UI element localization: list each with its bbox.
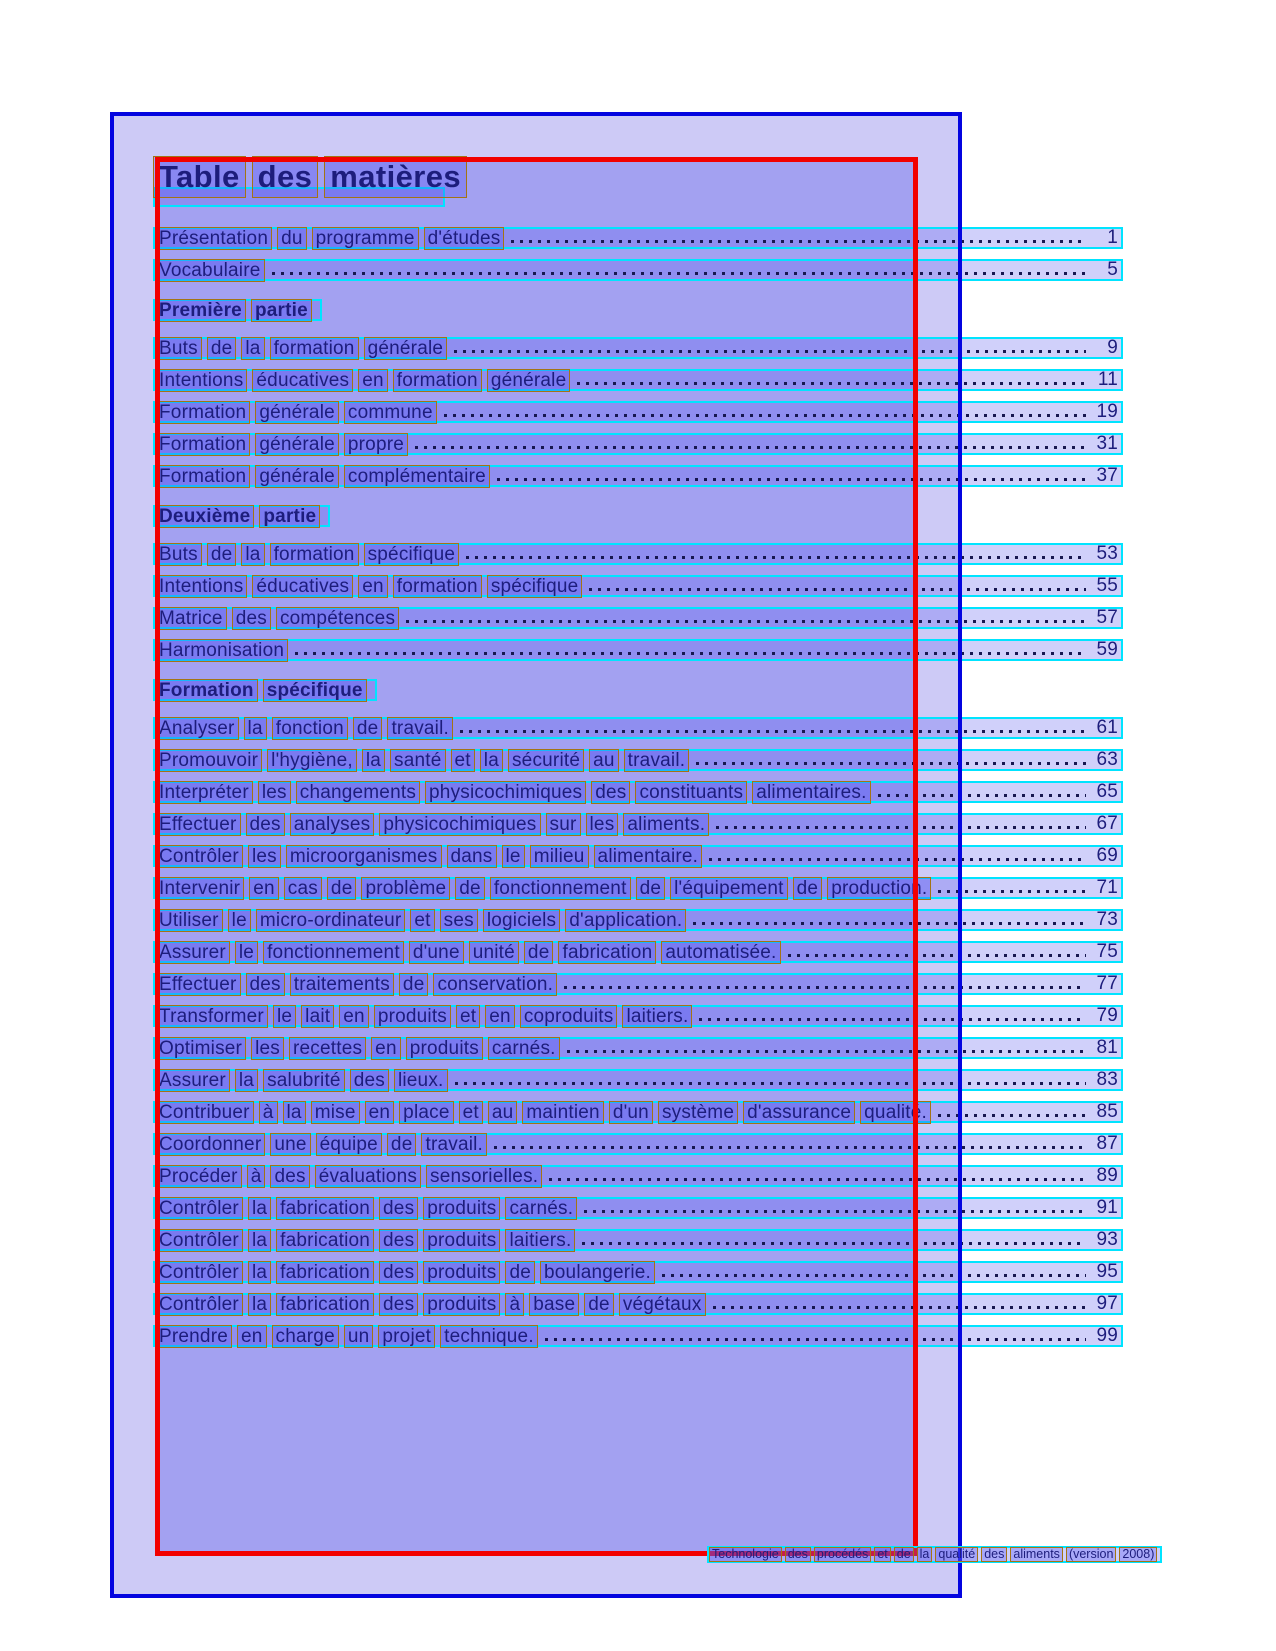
word-box: et xyxy=(456,1005,480,1028)
dotted-leader xyxy=(295,652,1086,655)
word-box: le xyxy=(273,1005,296,1028)
word-box: des xyxy=(379,1197,418,1220)
word-box: programme xyxy=(312,227,419,250)
word-box: à xyxy=(247,1165,266,1188)
word-box: physicochimiques xyxy=(379,813,540,836)
word-box: Présentation xyxy=(155,227,272,250)
word-box: alimentaires. xyxy=(752,781,870,804)
word-box: évaluations xyxy=(315,1165,421,1188)
dotted-leader xyxy=(693,922,1086,925)
word-box: lait xyxy=(301,1005,334,1028)
toc-entry-row xyxy=(153,1101,1123,1123)
page-number: 55 xyxy=(1096,575,1118,596)
word-box: Deuxième xyxy=(155,505,254,528)
word-box: physicochimiques xyxy=(425,781,586,804)
word-box: générale xyxy=(255,433,339,456)
word-box: carnés. xyxy=(505,1197,577,1220)
word-box: Intentions xyxy=(155,369,247,392)
word-box: analyses xyxy=(290,813,375,836)
word-box: (version xyxy=(1066,1547,1116,1562)
word-box: technique. xyxy=(440,1325,538,1348)
dotted-leader xyxy=(406,620,1086,623)
toc-entry-row xyxy=(153,717,1123,739)
dotted-leader xyxy=(713,1306,1086,1309)
toc-entry-row xyxy=(153,543,1123,565)
word-box: base xyxy=(529,1293,579,1316)
dotted-leader xyxy=(466,556,1086,559)
word-box: fabrication xyxy=(276,1229,374,1252)
word-box: problème xyxy=(361,877,450,900)
word-box: des xyxy=(246,813,285,836)
word-box: travail. xyxy=(387,717,453,740)
page-number: 87 xyxy=(1096,1133,1118,1154)
dotted-leader xyxy=(545,1338,1086,1341)
word-box: équipe xyxy=(316,1133,382,1156)
dotted-leader xyxy=(577,382,1086,385)
word-box: Harmonisation xyxy=(155,639,288,662)
word-box: sensorielles. xyxy=(426,1165,542,1188)
page-number: 63 xyxy=(1096,749,1118,770)
dotted-leader xyxy=(878,794,1086,797)
word-box: d'application. xyxy=(565,909,686,932)
word-box: de xyxy=(894,1547,914,1562)
word-box: Effectuer xyxy=(155,973,241,996)
word-box: salubrité xyxy=(263,1069,345,1092)
page-number: 91 xyxy=(1096,1197,1118,1218)
word-box: Coordonner xyxy=(155,1133,265,1156)
page-number: 81 xyxy=(1096,1037,1118,1058)
word-box: de xyxy=(207,337,237,360)
word-box: de xyxy=(387,1133,417,1156)
word-box: produits xyxy=(423,1229,500,1252)
dotted-leader xyxy=(415,446,1086,449)
word-box: système xyxy=(658,1101,738,1124)
word-box: en xyxy=(365,1101,395,1124)
toc-section-header xyxy=(153,299,322,321)
toc-entry-row xyxy=(153,1069,1123,1091)
word-box: au xyxy=(589,749,619,772)
word-box: sur xyxy=(546,813,581,836)
page-number: 69 xyxy=(1096,845,1118,866)
toc-entry-row xyxy=(153,1293,1123,1315)
word-box: des xyxy=(379,1293,418,1316)
word-box: Contrôler xyxy=(155,1197,243,1220)
toc-entry-row xyxy=(153,1229,1123,1251)
word-box: unité xyxy=(469,941,519,964)
page-number: 65 xyxy=(1096,781,1118,802)
dotted-leader xyxy=(938,1114,1086,1117)
word-box: changements xyxy=(296,781,420,804)
word-box: travail. xyxy=(421,1133,487,1156)
word-box: Formation xyxy=(155,465,250,488)
word-box: alimentaire. xyxy=(594,845,703,868)
word-box: micro-ordinateur xyxy=(256,909,406,932)
word-box: la xyxy=(917,1547,933,1562)
word-box: produits xyxy=(374,1005,451,1028)
word-box: Promouvoir xyxy=(155,749,262,772)
toc-entry-row xyxy=(153,227,1123,249)
word-box: de xyxy=(636,877,666,900)
word-box: Intentions xyxy=(155,575,247,598)
page-number: 57 xyxy=(1096,607,1118,628)
dotted-leader xyxy=(584,1210,1086,1213)
page-number: 77 xyxy=(1096,973,1118,994)
word-box: Contrôler xyxy=(155,1293,243,1316)
page-title xyxy=(153,156,473,198)
word-box: Formation xyxy=(155,401,250,424)
toc-entry-row xyxy=(153,259,1123,281)
page-number: 5 xyxy=(1107,259,1118,280)
word-box: Buts xyxy=(155,337,202,360)
toc-entry-row xyxy=(153,845,1123,867)
word-box: d'études xyxy=(424,227,505,250)
dotted-leader xyxy=(272,272,1087,275)
word-box: 2008) xyxy=(1119,1547,1157,1562)
word-box: coproduits xyxy=(520,1005,618,1028)
word-box: en xyxy=(358,575,388,598)
word-box: Contrôler xyxy=(155,1229,243,1252)
word-box: le xyxy=(502,845,525,868)
word-box: formation xyxy=(270,337,359,360)
toc-entry-row xyxy=(153,433,1123,455)
word-box: l'hygiène, xyxy=(267,749,357,772)
page-number: 93 xyxy=(1096,1229,1118,1250)
toc-entry-row xyxy=(153,749,1123,771)
word-box: la xyxy=(248,1261,271,1284)
toc-entry-row xyxy=(153,909,1123,931)
word-box: la xyxy=(241,543,264,566)
word-box: mise xyxy=(311,1101,360,1124)
dotted-leader xyxy=(454,350,1086,353)
word-box: projet xyxy=(378,1325,435,1348)
word-box: des xyxy=(252,156,319,198)
dotted-leader xyxy=(589,588,1086,591)
word-box: la xyxy=(244,717,267,740)
toc-entry-row xyxy=(153,1165,1123,1187)
page-number: 37 xyxy=(1096,465,1118,486)
dotted-leader xyxy=(494,1146,1086,1149)
word-box: milieu xyxy=(530,845,589,868)
word-box: Assurer xyxy=(155,941,230,964)
word-box: matières xyxy=(324,156,467,198)
toc-entry-row xyxy=(153,781,1123,803)
word-box: conservation. xyxy=(433,973,557,996)
word-box: fabrication xyxy=(276,1293,374,1316)
word-box: traitements xyxy=(290,973,394,996)
word-box: complémentaire xyxy=(344,465,490,488)
dotted-leader xyxy=(662,1274,1086,1277)
word-box: fonctionnement xyxy=(263,941,404,964)
word-box: compétences xyxy=(276,607,399,630)
word-box: d'une xyxy=(409,941,464,964)
word-box: générale xyxy=(487,369,571,392)
word-box: recettes xyxy=(289,1037,366,1060)
word-box: Vocabulaire xyxy=(155,259,265,282)
word-box: en xyxy=(358,369,388,392)
word-box: des xyxy=(591,781,630,804)
word-box: et xyxy=(410,909,434,932)
toc-entry-row xyxy=(153,607,1123,629)
word-box: maintien xyxy=(522,1101,603,1124)
word-box: Analyser xyxy=(155,717,239,740)
word-box: végétaux xyxy=(619,1293,706,1316)
page-number: 11 xyxy=(1097,369,1118,390)
toc-entry-row xyxy=(153,639,1123,661)
toc-entry-row xyxy=(153,575,1123,597)
word-box: automatisée. xyxy=(661,941,780,964)
word-box: Utiliser xyxy=(155,909,223,932)
word-box: en xyxy=(237,1325,267,1348)
word-box: Prendre xyxy=(155,1325,232,1348)
word-box: Table xyxy=(153,156,246,198)
page-number: 59 xyxy=(1096,639,1118,660)
page-number: 61 xyxy=(1096,717,1118,738)
dotted-leader xyxy=(564,986,1086,989)
word-box: de xyxy=(505,1261,535,1284)
word-box: spécifique xyxy=(263,679,367,702)
dotted-leader xyxy=(511,240,1086,243)
word-box: Contrôler xyxy=(155,845,243,868)
page-number: 89 xyxy=(1096,1165,1118,1186)
word-box: la xyxy=(480,749,503,772)
word-box: le xyxy=(228,909,251,932)
toc-section-header xyxy=(153,505,330,527)
word-box: Procéder xyxy=(155,1165,242,1188)
page-number: 67 xyxy=(1096,813,1118,834)
word-box: générale xyxy=(364,337,448,360)
word-box: de xyxy=(399,973,429,996)
word-box: laitiers. xyxy=(505,1229,575,1252)
word-box: la xyxy=(362,749,385,772)
word-box: Transformer xyxy=(155,1005,268,1028)
word-box: sécurité xyxy=(508,749,584,772)
word-box: laitiers. xyxy=(622,1005,692,1028)
page-number: 75 xyxy=(1096,941,1118,962)
word-box: de xyxy=(584,1293,614,1316)
word-box: spécifique xyxy=(364,543,460,566)
word-box: qualité xyxy=(935,1547,978,1562)
word-box: un xyxy=(344,1325,374,1348)
toc-entry-row xyxy=(153,877,1123,899)
word-box: spécifique xyxy=(487,575,583,598)
page-number: 1 xyxy=(1107,227,1118,248)
word-box: de xyxy=(524,941,554,964)
word-box: Formation xyxy=(155,679,258,702)
toc-entry-row xyxy=(153,337,1123,359)
word-box: aliments. xyxy=(623,813,709,836)
toc-entry-row xyxy=(153,465,1123,487)
word-box: fabrication xyxy=(276,1261,374,1284)
word-box: formation xyxy=(270,543,359,566)
page-number: 9 xyxy=(1107,337,1118,358)
dotted-leader xyxy=(788,954,1086,957)
word-box: et xyxy=(874,1547,890,1562)
word-box: formation xyxy=(393,369,482,392)
word-box: des xyxy=(270,1165,309,1188)
word-box: de xyxy=(455,877,485,900)
dotted-leader xyxy=(497,478,1086,481)
page-number: 99 xyxy=(1096,1325,1118,1346)
page-number: 71 xyxy=(1096,877,1118,898)
word-box: Technologie xyxy=(709,1547,782,1562)
dotted-leader xyxy=(582,1242,1086,1245)
dotted-leader xyxy=(460,730,1086,733)
word-box: les xyxy=(248,845,281,868)
page-number: 31 xyxy=(1096,433,1118,454)
dotted-leader xyxy=(938,890,1086,893)
page-number: 85 xyxy=(1096,1101,1118,1122)
dotted-leader xyxy=(696,762,1086,765)
word-box: des xyxy=(379,1261,418,1284)
word-box: fonction xyxy=(272,717,348,740)
word-box: Optimiser xyxy=(155,1037,246,1060)
word-box: constituants xyxy=(635,781,747,804)
toc-entry-row xyxy=(153,1261,1123,1283)
word-box: la xyxy=(283,1101,306,1124)
word-box: travail. xyxy=(624,749,690,772)
word-box: de xyxy=(793,877,823,900)
word-box: produits xyxy=(423,1261,500,1284)
word-box: les xyxy=(258,781,291,804)
word-box: fonctionnement xyxy=(490,877,631,900)
word-box: logiciels xyxy=(483,909,560,932)
word-box: d'assurance xyxy=(743,1101,855,1124)
word-box: et xyxy=(459,1101,483,1124)
word-box: fabrication xyxy=(558,941,656,964)
word-box: des xyxy=(350,1069,389,1092)
word-box: à xyxy=(505,1293,524,1316)
word-box: charge xyxy=(272,1325,339,1348)
word-box: éducatives xyxy=(252,575,353,598)
word-box: produits xyxy=(423,1293,500,1316)
word-box: des xyxy=(232,607,271,630)
word-box: dans xyxy=(447,845,497,868)
footer-note xyxy=(707,1546,1162,1563)
word-box: la xyxy=(235,1069,258,1092)
dotted-leader xyxy=(455,1082,1087,1085)
word-box: microorganismes xyxy=(286,845,442,868)
word-box: partie xyxy=(251,299,312,322)
word-box: ses xyxy=(440,909,478,932)
word-box: Formation xyxy=(155,433,250,456)
word-box: du xyxy=(277,227,307,250)
word-box: au xyxy=(488,1101,518,1124)
word-box: formation xyxy=(393,575,482,598)
word-box: place xyxy=(399,1101,453,1124)
word-box: en xyxy=(485,1005,515,1028)
word-box: Interpréter xyxy=(155,781,253,804)
dotted-leader xyxy=(716,826,1086,829)
word-box: cas xyxy=(284,877,322,900)
word-box: des xyxy=(379,1229,418,1252)
word-box: éducatives xyxy=(252,369,353,392)
page-number: 97 xyxy=(1096,1293,1118,1314)
toc-entry-row xyxy=(153,813,1123,835)
word-box: le xyxy=(235,941,258,964)
word-box: Buts xyxy=(155,543,202,566)
dotted-leader xyxy=(444,414,1086,417)
word-box: et xyxy=(451,749,475,772)
word-box: partie xyxy=(259,505,320,528)
word-box: Matrice xyxy=(155,607,227,630)
word-box: Assurer xyxy=(155,1069,230,1092)
word-box: la xyxy=(248,1229,271,1252)
toc-entry-row xyxy=(153,941,1123,963)
toc-entry-row xyxy=(153,1005,1123,1027)
word-box: à xyxy=(259,1101,278,1124)
dotted-leader xyxy=(709,858,1086,861)
word-box: santé xyxy=(390,749,445,772)
toc-entry-row xyxy=(153,1037,1123,1059)
word-box: Première xyxy=(155,299,246,322)
word-box: produits xyxy=(423,1197,500,1220)
word-box: Effectuer xyxy=(155,813,241,836)
dotted-leader xyxy=(699,1018,1086,1021)
word-box: les xyxy=(586,813,619,836)
word-box: l'équipement xyxy=(670,877,788,900)
word-box: des xyxy=(981,1547,1007,1562)
word-box: générale xyxy=(255,465,339,488)
word-box: générale xyxy=(255,401,339,424)
word-box: de xyxy=(207,543,237,566)
word-box: production. xyxy=(827,877,931,900)
word-box: en xyxy=(249,877,279,900)
word-box: la xyxy=(248,1293,271,1316)
word-box: carnés. xyxy=(488,1037,560,1060)
word-box: boulangerie. xyxy=(540,1261,655,1284)
page-number: 53 xyxy=(1096,543,1118,564)
word-box: fabrication xyxy=(276,1197,374,1220)
page-number: 95 xyxy=(1096,1261,1118,1282)
word-box: des xyxy=(246,973,285,996)
word-box: de xyxy=(327,877,357,900)
toc-entry-row xyxy=(153,1197,1123,1219)
toc-entry-row xyxy=(153,401,1123,423)
word-box: les xyxy=(251,1037,284,1060)
word-box: Intervenir xyxy=(155,877,244,900)
word-box: aliments xyxy=(1010,1547,1063,1562)
page-number: 83 xyxy=(1096,1069,1118,1090)
word-box: Contrôler xyxy=(155,1261,243,1284)
word-box: qualité. xyxy=(860,1101,931,1124)
word-box: Contribuer xyxy=(155,1101,254,1124)
page-number: 79 xyxy=(1096,1005,1118,1026)
word-box: d'un xyxy=(609,1101,653,1124)
dotted-leader xyxy=(549,1178,1086,1181)
toc-entry-row xyxy=(153,1133,1123,1155)
toc-entry-row xyxy=(153,1325,1123,1347)
word-box: lieux. xyxy=(394,1069,448,1092)
word-box: de xyxy=(353,717,383,740)
word-box: des xyxy=(785,1547,811,1562)
toc-section-header xyxy=(153,679,377,701)
word-box: la xyxy=(248,1197,271,1220)
page-number: 73 xyxy=(1096,909,1118,930)
word-box: commune xyxy=(344,401,437,424)
word-box: procédés xyxy=(814,1547,871,1562)
word-box: en xyxy=(339,1005,369,1028)
page-number: 19 xyxy=(1096,401,1118,422)
dotted-leader xyxy=(567,1050,1086,1053)
word-box: propre xyxy=(344,433,408,456)
toc-entry-row xyxy=(153,973,1123,995)
toc-entry-row xyxy=(153,369,1123,391)
word-box: la xyxy=(241,337,264,360)
word-box: produits xyxy=(406,1037,483,1060)
word-box: une xyxy=(270,1133,310,1156)
word-box: en xyxy=(371,1037,401,1060)
